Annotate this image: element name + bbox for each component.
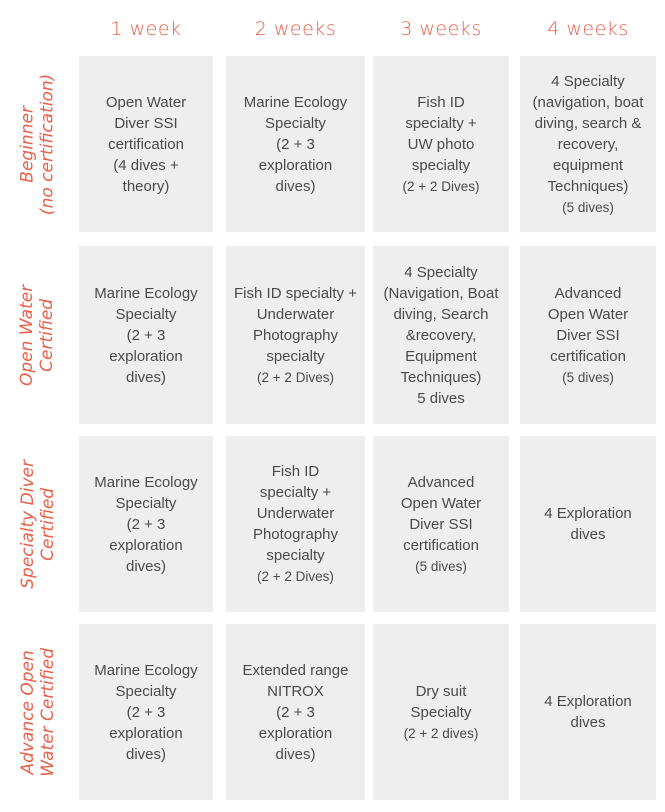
- cell-dives: (5 dives): [562, 199, 614, 215]
- cell-dives: (4 dives + theory): [113, 156, 179, 195]
- cell-course: Marine Ecology Specialty: [94, 473, 198, 512]
- row-label-advance-open-water-certified: [0, 624, 76, 800]
- cell-dives: (2 + 3 exploration dives): [258, 135, 333, 195]
- cell-course: 4 Specialty (Navigation, Boat diving, Search &recovery, Equipment Techniques) 5 dives: [383, 263, 499, 407]
- column-header-3-weeks: 3 weeks: [400, 18, 482, 40]
- table-cell: [226, 624, 365, 800]
- table-cell: [373, 56, 509, 232]
- cell-course: Fish ID specialty + Underwater Photography specialty: [252, 463, 339, 564]
- row-label-line: Water Certified: [38, 647, 59, 777]
- cell-course: Fish ID specialty + Underwater Photography specialty: [234, 284, 357, 365]
- row-label-line: Certified: [38, 487, 58, 561]
- cell-dives: (5 dives): [415, 558, 467, 574]
- cell-course: Fish ID specialty + UW photo specialty: [405, 93, 477, 174]
- table-cell: [79, 436, 213, 612]
- cell-dives: (2 + 2 dives): [403, 725, 479, 741]
- cell-dives: (2 + 2 Dives): [257, 569, 334, 584]
- row-label-line: Specialty Diver: [17, 459, 38, 589]
- row-label-beginner: [0, 56, 76, 232]
- table-cell: [226, 246, 365, 424]
- table-cell: [373, 624, 509, 800]
- table-cell: [226, 56, 365, 232]
- row-label-line: Beginner: [17, 105, 38, 183]
- cell-course: Marine Ecology Specialty: [94, 661, 198, 700]
- cell-dives: (2 + 3 exploration dives): [109, 703, 183, 763]
- cell-dives: (2 + 3 exploration dives): [258, 703, 333, 763]
- cell-dives: (2 + 2 Dives): [257, 369, 334, 385]
- column-header-1-week: 1 week: [110, 18, 182, 40]
- cell-course: Advanced Open Water Diver SSI certification: [400, 473, 482, 554]
- cell-course: Marine Ecology Specialty: [243, 93, 348, 132]
- table-cell: [520, 436, 656, 612]
- row-label-line: Certified: [38, 298, 59, 372]
- cell-course: Extended range NITROX: [242, 661, 349, 700]
- table-cell: [373, 246, 509, 424]
- table-cell: [373, 436, 509, 612]
- cell-course: Marine Ecology Specialty: [94, 284, 198, 323]
- table-cell: [520, 246, 656, 424]
- row-label-line: (no certification): [38, 73, 58, 215]
- table-cell: [226, 436, 365, 612]
- row-label-line: Open Water: [17, 284, 38, 386]
- cell-course: Open Water Diver SSI certification: [105, 93, 187, 153]
- cell-dives: (5 dives): [562, 369, 614, 385]
- cell-course: 4 Exploration dives: [544, 505, 632, 543]
- cell-dives: (2 + 3 exploration dives): [109, 326, 183, 386]
- cell-course: 4 Exploration dives: [544, 693, 632, 731]
- table-cell: [520, 624, 656, 800]
- table-cell: [79, 624, 213, 800]
- row-label-specialty-diver-certified: [0, 436, 76, 612]
- table-cell: [79, 246, 213, 424]
- row-label-open-water-certified: [0, 246, 76, 424]
- cell-dives: (2 + 3 exploration dives): [109, 515, 183, 575]
- row-label-line: Advance Open: [17, 649, 38, 775]
- cell-course: Advanced Open Water Diver SSI certification: [547, 284, 629, 365]
- cell-course: Dry suit Specialty: [410, 682, 472, 721]
- cell-course: 4 Specialty (navigation, boat diving, search & recovery, equipment Techniques): [532, 72, 644, 195]
- table-cell: [79, 56, 213, 232]
- column-header-2-weeks: 2 weeks: [254, 18, 337, 40]
- table-cell: [520, 56, 656, 232]
- cell-dives: (2 + 2 Dives): [402, 178, 480, 194]
- column-header-4-weeks: 4 weeks: [547, 18, 629, 40]
